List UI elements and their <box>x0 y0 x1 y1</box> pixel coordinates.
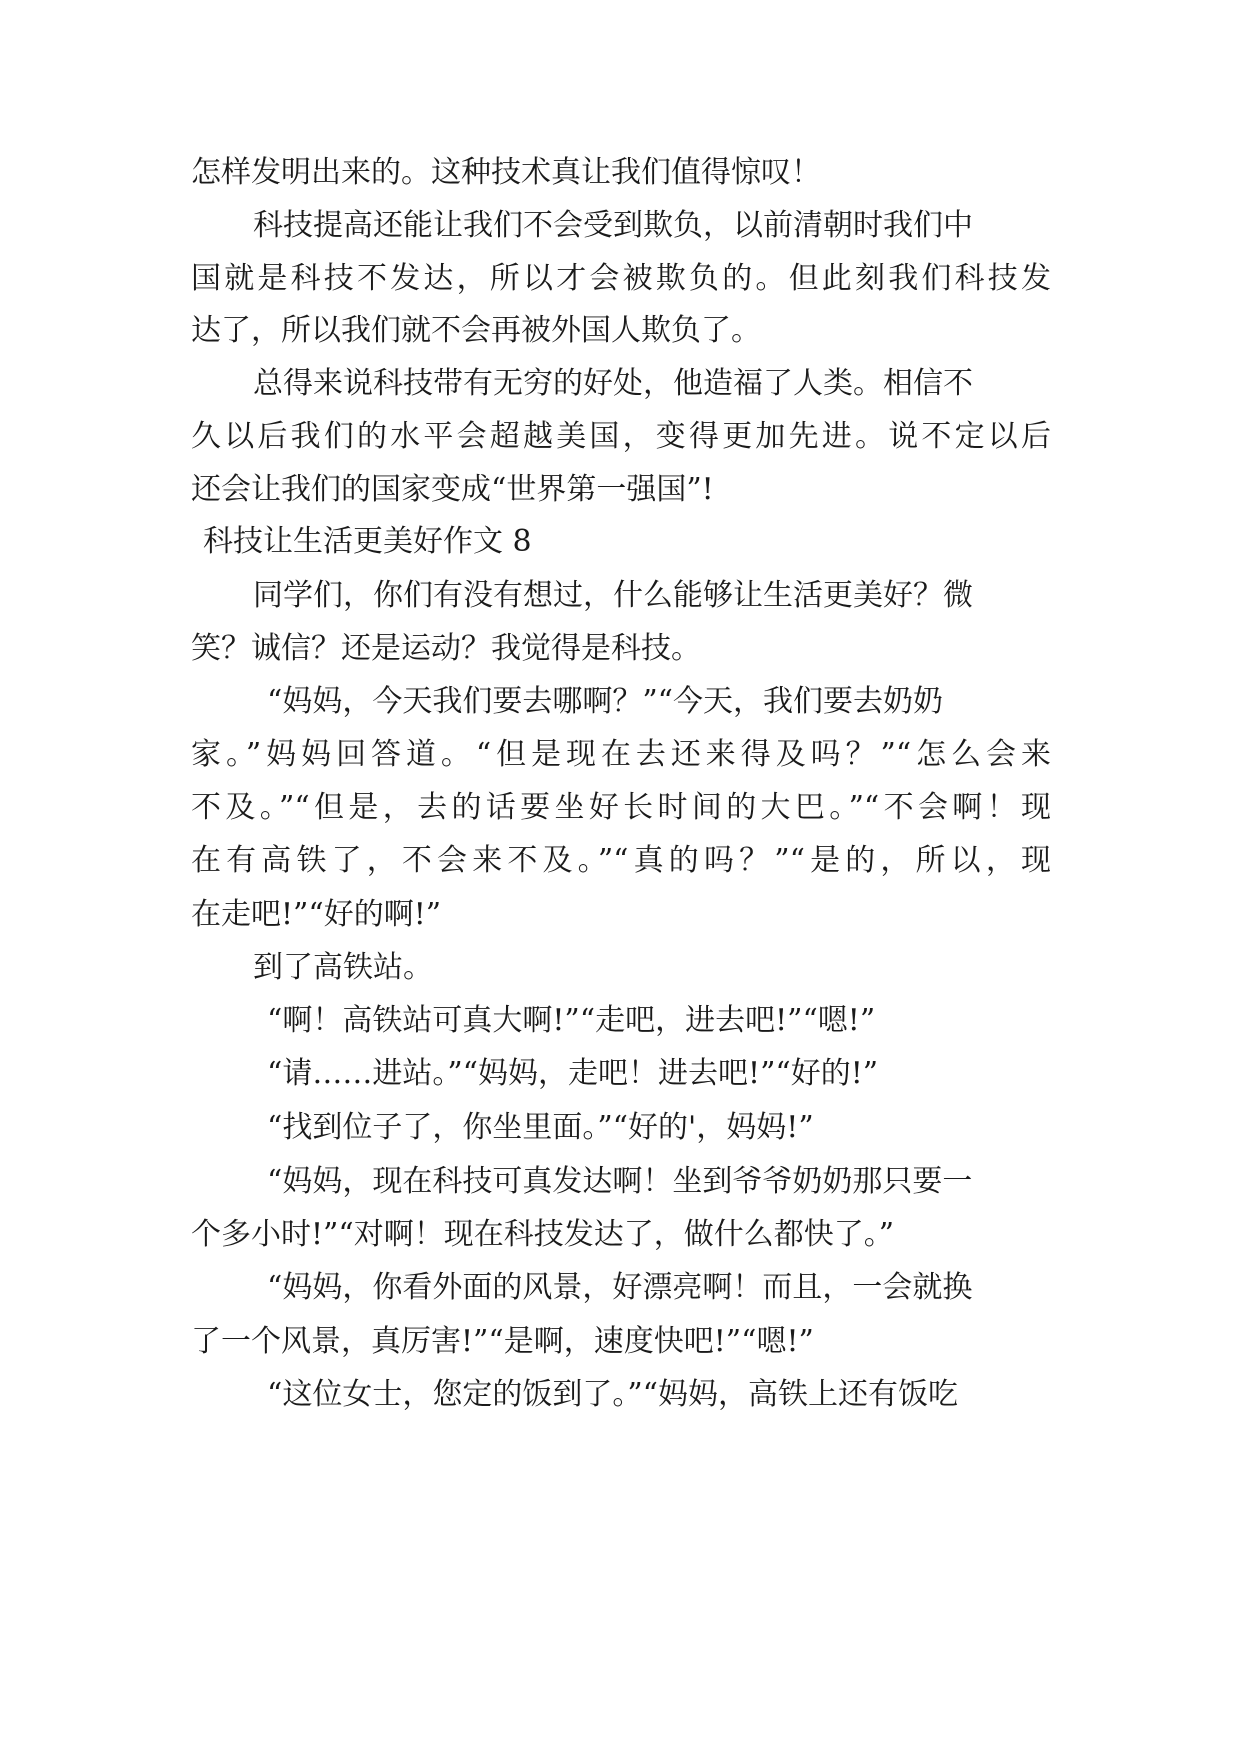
section-heading: 科技让生活更美好作文 8 <box>203 524 532 559</box>
text-line-7: 还会让我们的国家变成“世界第一强国”! <box>191 472 714 507</box>
text-line-24: “这位女士，您定的饭到了。”“妈妈，高铁上还有饭吃 <box>267 1377 959 1412</box>
text-line-9: 同学们，你们有没有想过，什么能够让生活更美好？微 <box>253 578 973 613</box>
text-line-5: 总得来说科技带有无穷的好处，他造福了人类。相信不 <box>253 366 973 401</box>
text-line-22: “妈妈，你看外面的风景，好漂亮啊！而且，一会就换 <box>267 1270 973 1305</box>
text-line-17: “啊！高铁站可真大啊!”“走吧，进去吧!”“嗯!” <box>267 1003 876 1038</box>
text-line-20: “妈妈，现在科技可真发达啊！坐到爷爷奶奶那只要一 <box>267 1164 973 1199</box>
text-line-10: 笑？诚信？还是运动？我觉得是科技。 <box>191 631 701 666</box>
text-line-16: 到了高铁站。 <box>253 950 433 985</box>
text-line-18: “请……进站。”“妈妈，走吧！进去吧!”“好的!” <box>267 1056 879 1091</box>
text-line-6: 久以后我们的水平会超越美国，变得更加先进。说不定以后 <box>191 419 1051 454</box>
text-line-2: 科技提高还能让我们不会受到欺负，以前清朝时我们中 <box>253 208 973 243</box>
text-line-3: 国就是科技不发达，所以才会被欺负的。但此刻我们科技发 <box>191 261 1051 296</box>
text-line-23: 了一个风景，真厉害!”“是啊，速度快吧!”“嗯!” <box>191 1324 814 1359</box>
text-line-11: “妈妈，今天我们要去哪啊？”“今天，我们要去奶奶 <box>267 684 944 719</box>
text-line-21: 个多小时!”“对啊！现在科技发达了，做什么都快了。” <box>191 1217 895 1252</box>
text-line-1: 怎样发明出来的。这种技术真让我们值得惊叹！ <box>191 155 821 190</box>
text-line-4: 达了，所以我们就不会再被外国人欺负了。 <box>191 313 761 348</box>
text-line-12: 家。”妈妈回答道。“但是现在去还来得及吗？”“怎么会来 <box>191 737 1051 772</box>
text-line-15: 在走吧!”“好的啊!” <box>191 897 442 932</box>
text-line-14: 在有高铁了，不会来不及。”“真的吗？”“是的，所以，现 <box>191 843 1051 878</box>
text-line-19: “找到位子了，你坐里面。”“好的'，妈妈!” <box>267 1110 814 1145</box>
text-line-13: 不及。”“但是，去的话要坐好长时间的大巴。”“不会啊！现 <box>191 790 1051 825</box>
